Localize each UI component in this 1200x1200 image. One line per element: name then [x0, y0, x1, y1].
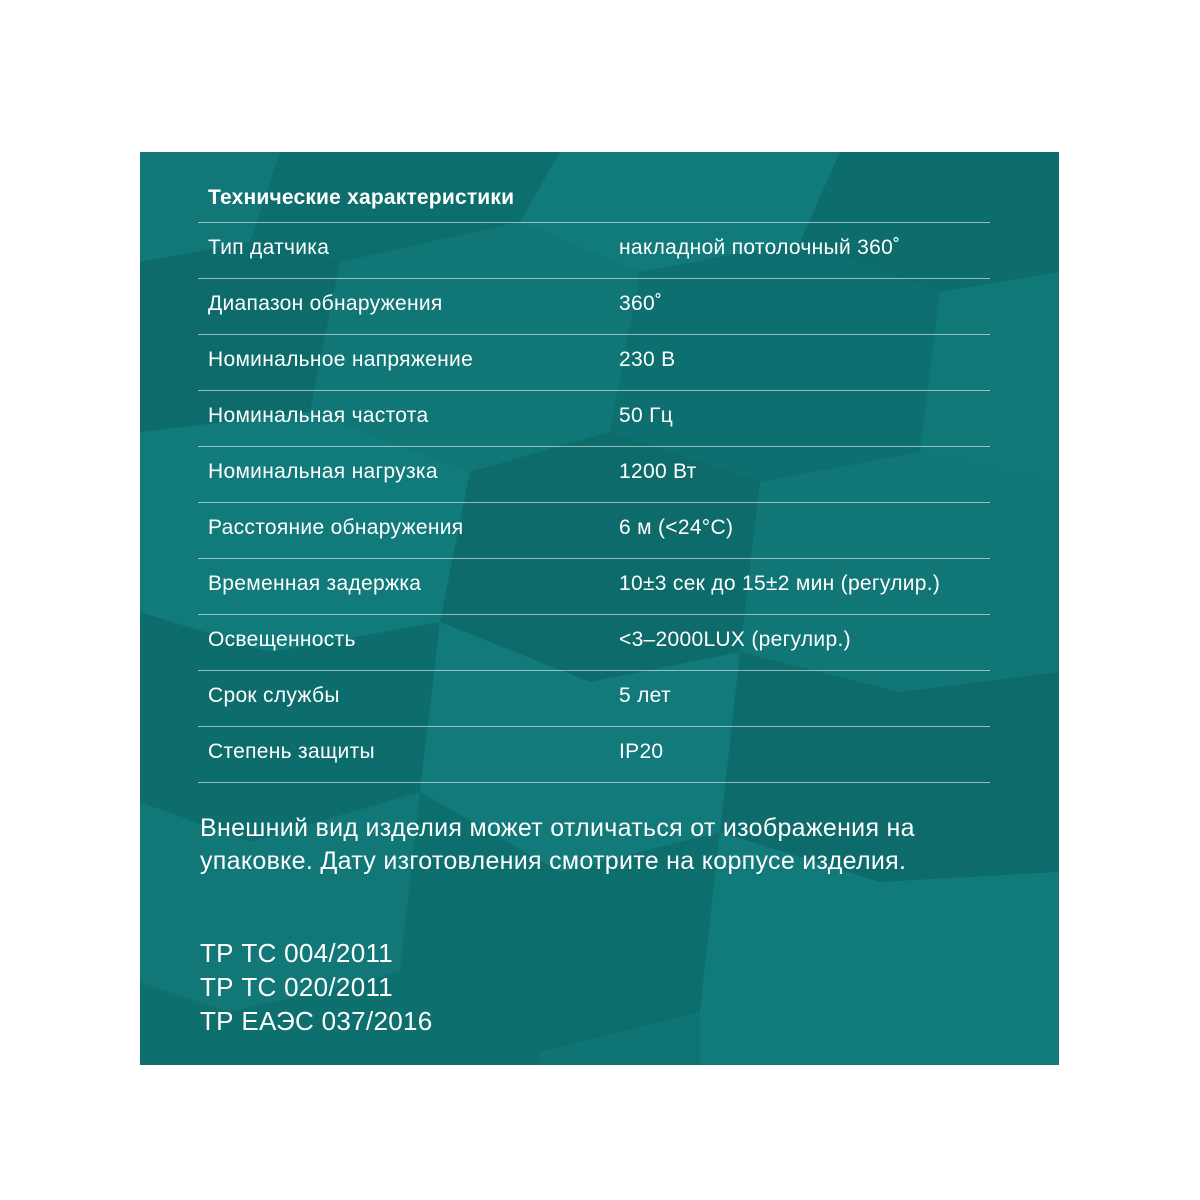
table-row: [198, 559, 990, 615]
spec-value: 360˚: [619, 292, 663, 315]
standard-item: ТР ЕАЭС 037/2016: [200, 1006, 433, 1036]
spec-label: Номинальная нагрузка: [208, 460, 438, 483]
spec-label: Диапазон обнаружения: [208, 292, 443, 315]
table-row: [198, 615, 990, 671]
disclaimer-note: Внешний вид изделия может отличаться от изображения на упаковке. Дату изготовления смотрите на корпусе изделия.: [200, 814, 915, 875]
spec-label: Срок службы: [208, 684, 340, 707]
spec-label: Освещенность: [208, 628, 356, 651]
spec-value: 1200 Вт: [619, 460, 697, 483]
table-row: [198, 391, 990, 447]
standard-item: ТР ТС 004/2011: [200, 938, 394, 968]
spec-content: [140, 152, 1059, 1065]
table-row: [198, 727, 990, 783]
spec-value: 230 В: [619, 348, 676, 371]
table-row: [198, 671, 990, 727]
spec-value: <3–2000LUX (регулир.): [619, 628, 851, 651]
table-row: [198, 335, 990, 391]
standard-item: ТР ТС 020/2011: [200, 972, 394, 1002]
table-row: [198, 447, 990, 503]
spec-value: IP20: [619, 740, 664, 763]
spec-table-title: Технические характеристики: [208, 186, 515, 209]
table-row: [198, 223, 990, 279]
spec-value: 50 Гц: [619, 404, 674, 427]
spec-label: Степень защиты: [208, 740, 375, 763]
spec-panel: [140, 152, 1059, 1065]
spec-value: 5 лет: [619, 684, 671, 707]
standards-list: [200, 936, 433, 1038]
spec-label: Тип датчика: [208, 236, 330, 259]
table-row: [198, 503, 990, 559]
spec-value: 6 м (<24°C): [619, 516, 734, 539]
spec-value: накладной потолочный 360˚: [619, 236, 901, 259]
spec-label: Расстояние обнаружения: [208, 516, 464, 539]
spec-value: 10±3 сек до 15±2 мин (регулир.): [619, 572, 941, 595]
spec-label: Временная задержка: [208, 572, 422, 595]
spec-table: [198, 222, 990, 783]
spec-label: Номинальное напряжение: [208, 348, 474, 371]
spec-label: Номинальная частота: [208, 404, 429, 427]
table-row: [198, 279, 990, 335]
